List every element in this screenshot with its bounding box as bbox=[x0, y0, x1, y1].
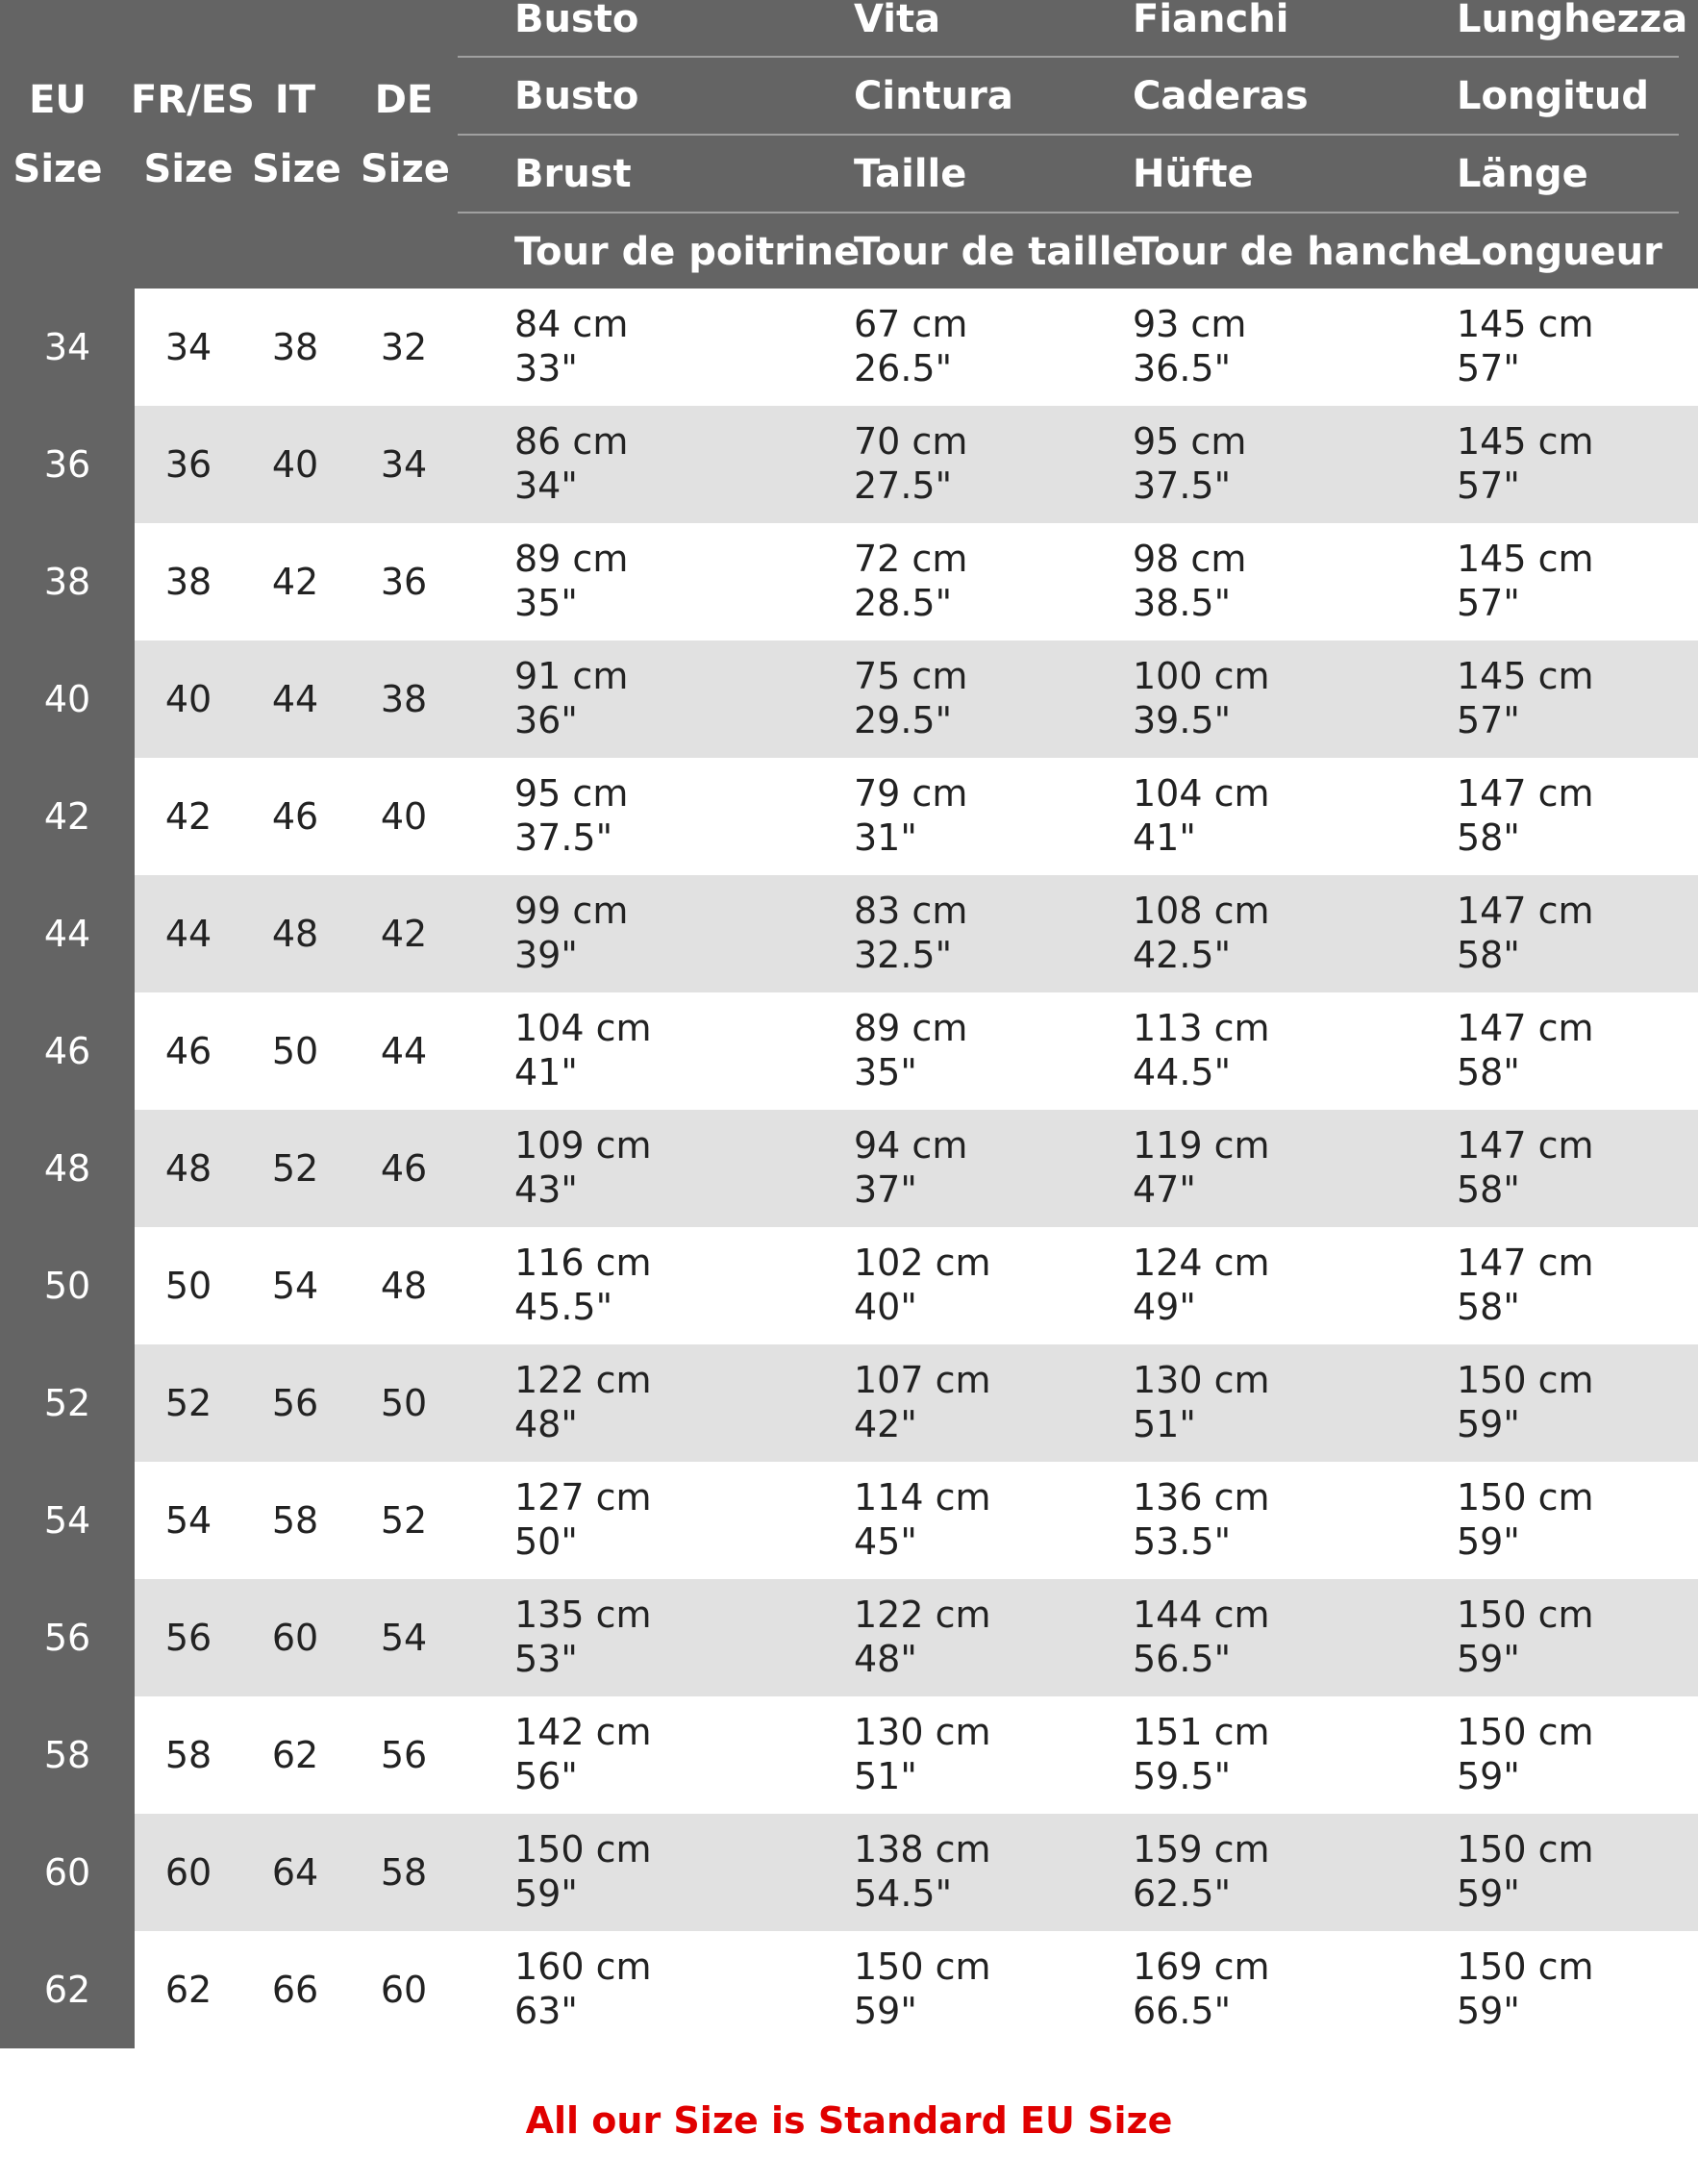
table-row bbox=[0, 992, 1698, 1110]
hip-cm: 113 cm bbox=[1133, 1007, 1270, 1049]
bust-cell bbox=[514, 302, 628, 390]
table-row bbox=[0, 406, 1698, 523]
waist-inch: 54.5" bbox=[854, 1872, 953, 1915]
waist-cm: 83 cm bbox=[854, 890, 968, 932]
bust-cm: 84 cm bbox=[514, 303, 629, 345]
it-size-cell: 38 bbox=[271, 326, 319, 368]
eu-size-cell: 52 bbox=[0, 1344, 135, 1462]
table-row bbox=[0, 1227, 1698, 1344]
de-size-cell: 50 bbox=[380, 1382, 428, 1424]
table-row bbox=[0, 1462, 1698, 1579]
de-size-header-line1: DE bbox=[374, 78, 434, 122]
waist-inch: 42" bbox=[854, 1403, 917, 1445]
eu-size-cell: 50 bbox=[0, 1227, 135, 1344]
table-row bbox=[0, 1579, 1698, 1696]
it-size-cell: 64 bbox=[271, 1851, 319, 1894]
bust-cell bbox=[514, 654, 628, 742]
length-inch: 59" bbox=[1457, 1872, 1520, 1915]
table-row bbox=[0, 1814, 1698, 1931]
hip-cell bbox=[1133, 1241, 1270, 1329]
length-cell bbox=[1457, 1827, 1594, 1916]
fr-es-size-cell: 34 bbox=[164, 326, 212, 368]
hip-inch: 39.5" bbox=[1133, 699, 1232, 741]
de-size-cell: 36 bbox=[380, 561, 428, 603]
waist-inch: 48" bbox=[854, 1638, 917, 1680]
length-cell bbox=[1457, 302, 1594, 390]
fr-es-size-cell: 62 bbox=[164, 1969, 212, 2011]
bust-header-es: Busto bbox=[514, 74, 639, 118]
waist-cell bbox=[854, 419, 967, 508]
bust-inch: 50" bbox=[514, 1520, 578, 1563]
waist-cell bbox=[854, 1710, 991, 1798]
hip-cm: 169 cm bbox=[1133, 1946, 1270, 1988]
fr-es-size-cell: 52 bbox=[164, 1382, 212, 1424]
bust-inch: 53" bbox=[514, 1638, 578, 1680]
bust-inch: 37.5" bbox=[514, 816, 613, 859]
table-row bbox=[0, 1110, 1698, 1227]
table-row bbox=[0, 289, 1698, 406]
length-cell bbox=[1457, 1006, 1594, 1094]
de-size-cell: 52 bbox=[380, 1499, 428, 1542]
hip-cm: 151 cm bbox=[1133, 1711, 1270, 1753]
hip-cell bbox=[1133, 1358, 1270, 1446]
it-size-cell: 66 bbox=[271, 1969, 319, 2011]
length-cm: 147 cm bbox=[1457, 1007, 1594, 1049]
header-divider bbox=[458, 212, 1679, 213]
bust-cm: 122 cm bbox=[514, 1359, 652, 1401]
hip-cell bbox=[1133, 654, 1270, 742]
waist-inch: 26.5" bbox=[854, 347, 953, 389]
eu-size-cell: 58 bbox=[0, 1696, 135, 1814]
length-inch: 57" bbox=[1457, 699, 1520, 741]
waist-inch: 45" bbox=[854, 1520, 917, 1563]
length-cell bbox=[1457, 537, 1594, 625]
hip-inch: 59.5" bbox=[1133, 1755, 1232, 1797]
length-cm: 145 cm bbox=[1457, 538, 1594, 580]
waist-inch: 32.5" bbox=[854, 934, 953, 976]
waist-cm: 122 cm bbox=[854, 1594, 991, 1636]
bust-cell bbox=[514, 1593, 652, 1681]
waist-cell bbox=[854, 1123, 967, 1212]
de-size-cell: 54 bbox=[380, 1617, 428, 1659]
hip-inch: 62.5" bbox=[1133, 1872, 1232, 1915]
bust-cell bbox=[514, 771, 628, 860]
length-cm: 145 cm bbox=[1457, 655, 1594, 697]
it-size-cell: 46 bbox=[271, 795, 319, 838]
de-size-cell: 32 bbox=[380, 326, 428, 368]
hip-cell bbox=[1133, 537, 1246, 625]
hip-cm: 93 cm bbox=[1133, 303, 1247, 345]
waist-cell bbox=[854, 889, 967, 977]
length-inch: 58" bbox=[1457, 934, 1520, 976]
table-row bbox=[0, 640, 1698, 758]
it-size-cell: 50 bbox=[271, 1030, 319, 1072]
length-cm: 147 cm bbox=[1457, 772, 1594, 815]
length-cm: 147 cm bbox=[1457, 1124, 1594, 1167]
eu-size-header-line1: EU bbox=[29, 78, 87, 122]
de-size-cell: 48 bbox=[380, 1265, 428, 1307]
fr-es-size-cell: 60 bbox=[164, 1851, 212, 1894]
de-size-cell: 56 bbox=[380, 1734, 428, 1776]
hip-cm: 136 cm bbox=[1133, 1476, 1270, 1519]
waist-inch: 35" bbox=[854, 1051, 917, 1093]
bust-cm: 95 cm bbox=[514, 772, 629, 815]
table-row bbox=[0, 1931, 1698, 2048]
bust-cm: 86 cm bbox=[514, 420, 629, 463]
waist-cm: 67 cm bbox=[854, 303, 968, 345]
hip-inch: 37.5" bbox=[1133, 464, 1232, 507]
table-header bbox=[0, 0, 1698, 289]
eu-size-cell: 48 bbox=[0, 1110, 135, 1227]
hip-cell bbox=[1133, 771, 1270, 860]
waist-inch: 59" bbox=[854, 1990, 917, 2032]
length-cm: 150 cm bbox=[1457, 1946, 1594, 1988]
bust-cell bbox=[514, 1006, 652, 1094]
hip-inch: 47" bbox=[1133, 1168, 1196, 1211]
hip-header-es: Caderas bbox=[1133, 74, 1309, 118]
length-cm: 150 cm bbox=[1457, 1594, 1594, 1636]
de-size-cell: 46 bbox=[380, 1147, 428, 1190]
bust-cm: 160 cm bbox=[514, 1946, 652, 1988]
bust-cell bbox=[514, 889, 628, 977]
hip-cell bbox=[1133, 1710, 1270, 1798]
hip-cell bbox=[1133, 1006, 1270, 1094]
de-size-header bbox=[361, 77, 450, 192]
header-divider bbox=[458, 56, 1679, 58]
eu-size-cell: 54 bbox=[0, 1462, 135, 1579]
waist-cell bbox=[854, 1241, 991, 1329]
fr-es-size-cell: 38 bbox=[164, 561, 212, 603]
bust-inch: 35" bbox=[514, 582, 578, 624]
de-size-cell: 38 bbox=[380, 678, 428, 720]
waist-inch: 29.5" bbox=[854, 699, 953, 741]
table-row bbox=[0, 1696, 1698, 1814]
length-cell bbox=[1457, 1123, 1594, 1212]
fr-es-size-cell: 46 bbox=[164, 1030, 212, 1072]
waist-inch: 37" bbox=[854, 1168, 917, 1211]
waist-cell bbox=[854, 537, 967, 625]
bust-cm: 99 cm bbox=[514, 890, 629, 932]
length-inch: 58" bbox=[1457, 1051, 1520, 1093]
bust-cm: 116 cm bbox=[514, 1242, 652, 1284]
bust-header-it: Busto bbox=[514, 0, 639, 41]
bust-header-fr: Tour de poitrine bbox=[514, 230, 861, 274]
waist-cell bbox=[854, 302, 967, 390]
length-inch: 57" bbox=[1457, 347, 1520, 389]
it-size-cell: 48 bbox=[271, 913, 319, 955]
hip-inch: 38.5" bbox=[1133, 582, 1232, 624]
header-divider bbox=[458, 134, 1679, 136]
bust-inch: 41" bbox=[514, 1051, 578, 1093]
length-cell bbox=[1457, 889, 1594, 977]
hip-cm: 104 cm bbox=[1133, 772, 1270, 815]
bust-cell bbox=[514, 1827, 652, 1916]
bust-cm: 104 cm bbox=[514, 1007, 652, 1049]
bust-inch: 34" bbox=[514, 464, 578, 507]
length-cell bbox=[1457, 419, 1594, 508]
hip-inch: 41" bbox=[1133, 816, 1196, 859]
waist-cm: 114 cm bbox=[854, 1476, 991, 1519]
it-size-cell: 58 bbox=[271, 1499, 319, 1542]
waist-inch: 27.5" bbox=[854, 464, 953, 507]
waist-cm: 102 cm bbox=[854, 1242, 991, 1284]
fr-es-size-cell: 50 bbox=[164, 1265, 212, 1307]
waist-header-it: Vita bbox=[854, 0, 941, 41]
bust-cm: 142 cm bbox=[514, 1711, 652, 1753]
length-cell bbox=[1457, 1358, 1594, 1446]
waist-cm: 138 cm bbox=[854, 1828, 991, 1870]
fr-es-size-header bbox=[131, 77, 255, 192]
bust-cm: 150 cm bbox=[514, 1828, 652, 1870]
bust-inch: 39" bbox=[514, 934, 578, 976]
eu-size-header bbox=[0, 77, 115, 192]
hip-inch: 36.5" bbox=[1133, 347, 1232, 389]
hip-cm: 95 cm bbox=[1133, 420, 1247, 463]
hip-cell bbox=[1133, 1593, 1270, 1681]
hip-cm: 98 cm bbox=[1133, 538, 1247, 580]
waist-cell bbox=[854, 1006, 967, 1094]
fr-es-size-cell: 40 bbox=[164, 678, 212, 720]
eu-size-cell: 42 bbox=[0, 758, 135, 875]
length-cell bbox=[1457, 1475, 1594, 1564]
bust-cell bbox=[514, 419, 628, 508]
fr-es-size-cell: 56 bbox=[164, 1617, 212, 1659]
waist-cm: 75 cm bbox=[854, 655, 968, 697]
hip-header-fr: Tour de hanche bbox=[1133, 230, 1464, 274]
hip-cm: 144 cm bbox=[1133, 1594, 1270, 1636]
bust-header-de: Brust bbox=[514, 152, 632, 196]
waist-inch: 40" bbox=[854, 1286, 917, 1328]
bust-inch: 56" bbox=[514, 1755, 578, 1797]
table-row bbox=[0, 758, 1698, 875]
table-row bbox=[0, 523, 1698, 640]
bust-inch: 33" bbox=[514, 347, 578, 389]
waist-cell bbox=[854, 1827, 991, 1916]
hip-cm: 130 cm bbox=[1133, 1359, 1270, 1401]
waist-cm: 70 cm bbox=[854, 420, 968, 463]
de-size-cell: 34 bbox=[380, 443, 428, 486]
eu-size-header-line2: Size bbox=[12, 147, 103, 191]
table-row bbox=[0, 1344, 1698, 1462]
hip-inch: 66.5" bbox=[1133, 1990, 1232, 2032]
bust-inch: 48" bbox=[514, 1403, 578, 1445]
waist-cell bbox=[854, 1593, 991, 1681]
length-inch: 58" bbox=[1457, 1286, 1520, 1328]
it-size-cell: 52 bbox=[271, 1147, 319, 1190]
fr-es-size-cell: 42 bbox=[164, 795, 212, 838]
length-cell bbox=[1457, 1593, 1594, 1681]
footer-note: All our Size is Standard EU Size bbox=[525, 2099, 1173, 2142]
table-body bbox=[0, 289, 1698, 2048]
bust-cm: 91 cm bbox=[514, 655, 629, 697]
fr-es-size-cell: 36 bbox=[164, 443, 212, 486]
hip-cell bbox=[1133, 1827, 1270, 1916]
it-size-cell: 40 bbox=[271, 443, 319, 486]
length-header-fr: Longueur bbox=[1457, 230, 1662, 274]
bust-cm: 109 cm bbox=[514, 1124, 652, 1167]
length-inch: 58" bbox=[1457, 1168, 1520, 1211]
hip-cell bbox=[1133, 1945, 1270, 2033]
bust-cell bbox=[514, 1358, 652, 1446]
waist-header-es: Cintura bbox=[854, 74, 1013, 118]
de-size-cell: 60 bbox=[380, 1969, 428, 2011]
bust-cell bbox=[514, 1945, 652, 2033]
hip-cm: 100 cm bbox=[1133, 655, 1270, 697]
bust-inch: 63" bbox=[514, 1990, 578, 2032]
waist-header-de: Taille bbox=[854, 152, 967, 196]
length-cell bbox=[1457, 771, 1594, 860]
eu-size-cell: 44 bbox=[0, 875, 135, 992]
length-cm: 147 cm bbox=[1457, 1242, 1594, 1284]
bust-cell bbox=[514, 537, 628, 625]
hip-header-de: Hüfte bbox=[1133, 152, 1254, 196]
waist-cell bbox=[854, 1358, 991, 1446]
waist-cm: 94 cm bbox=[854, 1124, 968, 1167]
length-cm: 147 cm bbox=[1457, 890, 1594, 932]
length-inch: 59" bbox=[1457, 1638, 1520, 1680]
eu-size-cell: 38 bbox=[0, 523, 135, 640]
it-size-header bbox=[252, 77, 341, 192]
hip-cm: 108 cm bbox=[1133, 890, 1270, 932]
length-cm: 145 cm bbox=[1457, 420, 1594, 463]
waist-cm: 107 cm bbox=[854, 1359, 991, 1401]
hip-cm: 159 cm bbox=[1133, 1828, 1270, 1870]
it-size-header-line2: Size bbox=[252, 147, 341, 191]
waist-cm: 72 cm bbox=[854, 538, 968, 580]
hip-inch: 56.5" bbox=[1133, 1638, 1232, 1680]
length-cm: 150 cm bbox=[1457, 1359, 1594, 1401]
length-cell bbox=[1457, 1945, 1594, 2033]
hip-inch: 51" bbox=[1133, 1403, 1196, 1445]
eu-size-cell: 60 bbox=[0, 1814, 135, 1931]
bust-cell bbox=[514, 1123, 652, 1212]
length-header-it: Lunghezza bbox=[1457, 0, 1688, 41]
length-cm: 150 cm bbox=[1457, 1828, 1594, 1870]
waist-inch: 31" bbox=[854, 816, 917, 859]
table-row bbox=[0, 875, 1698, 992]
it-size-cell: 62 bbox=[271, 1734, 319, 1776]
length-cell bbox=[1457, 1241, 1594, 1329]
length-inch: 59" bbox=[1457, 1403, 1520, 1445]
hip-inch: 44.5" bbox=[1133, 1051, 1232, 1093]
eu-size-cell: 34 bbox=[0, 289, 135, 406]
it-size-cell: 42 bbox=[271, 561, 319, 603]
fr-es-size-header-line1: FR/ES bbox=[131, 78, 255, 122]
bust-cell bbox=[514, 1710, 652, 1798]
bust-cell bbox=[514, 1475, 652, 1564]
hip-inch: 49" bbox=[1133, 1286, 1196, 1328]
length-inch: 59" bbox=[1457, 1990, 1520, 2032]
bust-inch: 45.5" bbox=[514, 1286, 613, 1328]
hip-cell bbox=[1133, 1123, 1270, 1212]
fr-es-size-cell: 48 bbox=[164, 1147, 212, 1190]
waist-header-fr: Tour de taille bbox=[854, 230, 1138, 274]
de-size-cell: 58 bbox=[380, 1851, 428, 1894]
waist-inch: 28.5" bbox=[854, 582, 953, 624]
de-size-header-line2: Size bbox=[361, 147, 450, 191]
length-header-de: Länge bbox=[1457, 152, 1588, 196]
hip-cell bbox=[1133, 1475, 1270, 1564]
eu-size-cell: 36 bbox=[0, 406, 135, 523]
fr-es-size-cell: 58 bbox=[164, 1734, 212, 1776]
length-inch: 59" bbox=[1457, 1755, 1520, 1797]
de-size-cell: 42 bbox=[380, 913, 428, 955]
bust-cell bbox=[514, 1241, 652, 1329]
length-inch: 57" bbox=[1457, 464, 1520, 507]
length-cm: 150 cm bbox=[1457, 1711, 1594, 1753]
waist-cm: 79 cm bbox=[854, 772, 968, 815]
length-cm: 145 cm bbox=[1457, 303, 1594, 345]
fr-es-size-cell: 44 bbox=[164, 913, 212, 955]
waist-cell bbox=[854, 654, 967, 742]
waist-cell bbox=[854, 1945, 991, 2033]
length-header-es: Longitud bbox=[1457, 74, 1650, 118]
waist-cm: 150 cm bbox=[854, 1946, 991, 1988]
length-cell bbox=[1457, 654, 1594, 742]
eu-size-cell: 56 bbox=[0, 1579, 135, 1696]
length-cm: 150 cm bbox=[1457, 1476, 1594, 1519]
eu-size-cell: 62 bbox=[0, 1931, 135, 2048]
hip-cm: 124 cm bbox=[1133, 1242, 1270, 1284]
de-size-cell: 40 bbox=[380, 795, 428, 838]
waist-cm: 89 cm bbox=[854, 1007, 968, 1049]
bust-inch: 59" bbox=[514, 1872, 578, 1915]
hip-inch: 53.5" bbox=[1133, 1520, 1232, 1563]
bust-cm: 127 cm bbox=[514, 1476, 652, 1519]
waist-inch: 51" bbox=[854, 1755, 917, 1797]
eu-size-cell: 46 bbox=[0, 992, 135, 1110]
length-inch: 58" bbox=[1457, 816, 1520, 859]
fr-es-size-cell: 54 bbox=[164, 1499, 212, 1542]
waist-cm: 130 cm bbox=[854, 1711, 991, 1753]
it-size-cell: 56 bbox=[271, 1382, 319, 1424]
bust-inch: 43" bbox=[514, 1168, 578, 1211]
length-inch: 57" bbox=[1457, 582, 1520, 624]
hip-cell bbox=[1133, 419, 1246, 508]
fr-es-size-header-line2: Size bbox=[143, 147, 234, 191]
it-size-cell: 54 bbox=[271, 1265, 319, 1307]
it-size-header-line1: IT bbox=[274, 78, 316, 122]
hip-header-it: Fianchi bbox=[1133, 0, 1289, 41]
length-cell bbox=[1457, 1710, 1594, 1798]
bust-cm: 89 cm bbox=[514, 538, 629, 580]
it-size-cell: 44 bbox=[271, 678, 319, 720]
hip-cm: 119 cm bbox=[1133, 1124, 1270, 1167]
it-size-cell: 60 bbox=[271, 1617, 319, 1659]
de-size-cell: 44 bbox=[380, 1030, 428, 1072]
hip-inch: 42.5" bbox=[1133, 934, 1232, 976]
bust-inch: 36" bbox=[514, 699, 578, 741]
hip-cell bbox=[1133, 302, 1246, 390]
bust-cm: 135 cm bbox=[514, 1594, 652, 1636]
hip-cell bbox=[1133, 889, 1270, 977]
waist-cell bbox=[854, 771, 967, 860]
eu-size-cell: 40 bbox=[0, 640, 135, 758]
length-inch: 59" bbox=[1457, 1520, 1520, 1563]
waist-cell bbox=[854, 1475, 991, 1564]
